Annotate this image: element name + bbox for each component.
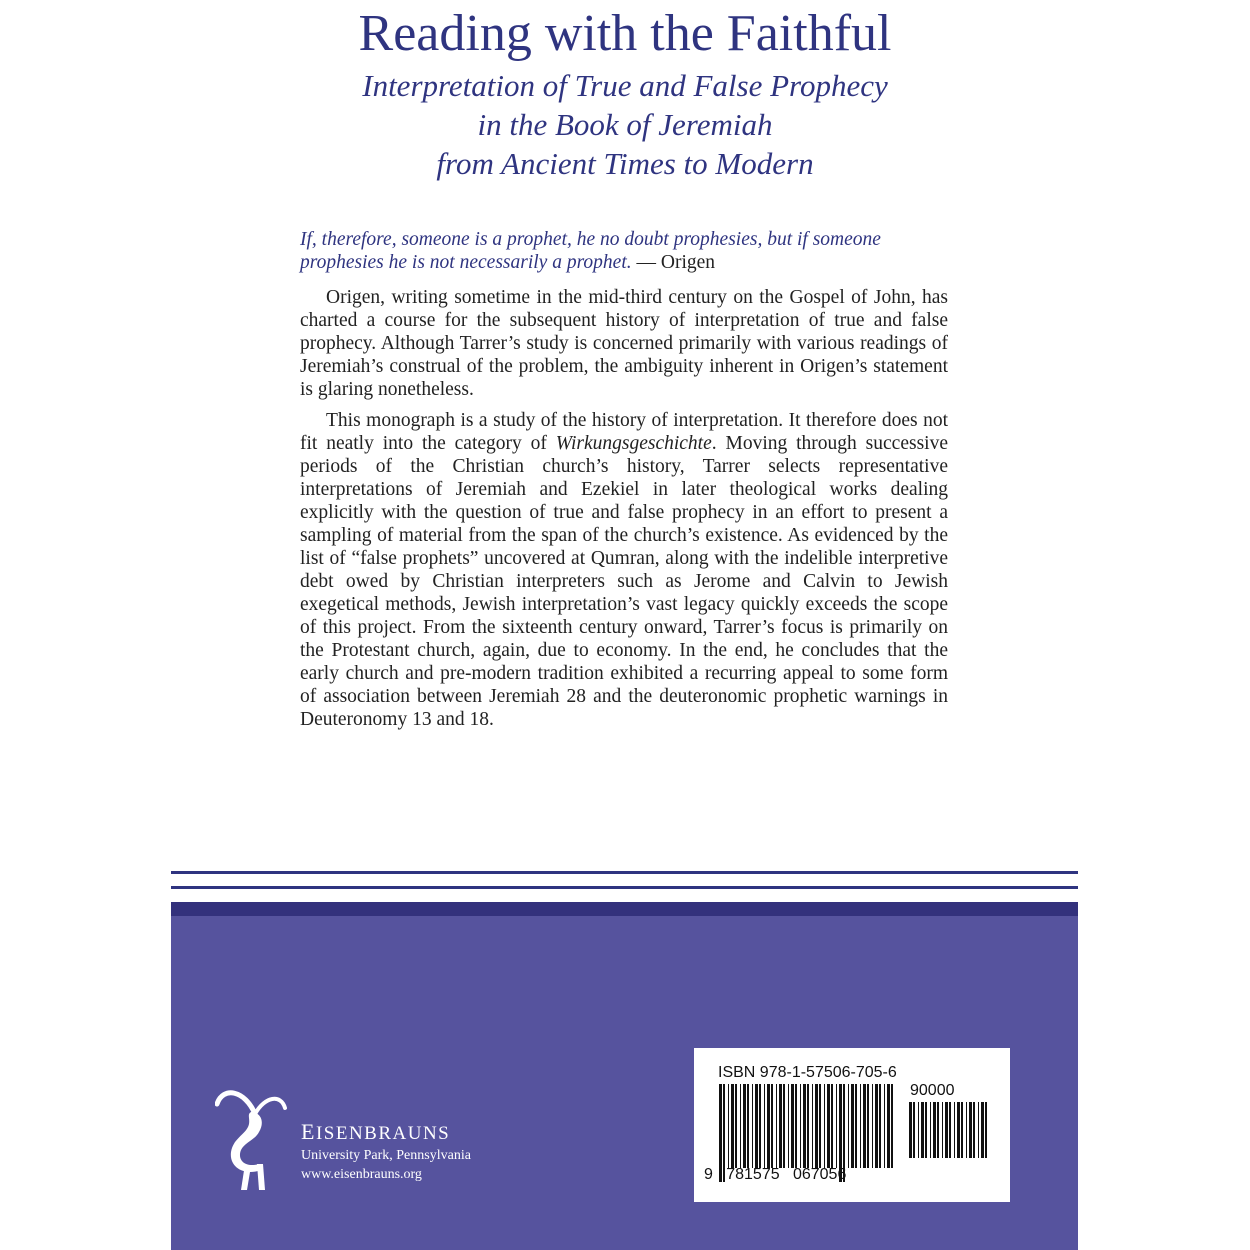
barcode-bar (788, 1084, 789, 1168)
publisher-location: University Park, Pennsylvania (301, 1148, 471, 1163)
barcode-bar (891, 1084, 893, 1168)
barcode-bar (872, 1084, 873, 1168)
barcode-bar (863, 1084, 866, 1168)
barcode-bar (961, 1102, 963, 1158)
barcode-bar (966, 1102, 967, 1158)
divider-rule-2 (171, 886, 1078, 889)
barcode-bar (831, 1084, 833, 1168)
barcode-bar (767, 1084, 770, 1168)
barcode-bar (740, 1084, 741, 1168)
barcode-bar (752, 1084, 753, 1168)
barcode-bar (884, 1084, 885, 1168)
barcode-bar (875, 1084, 878, 1168)
barcode-bar (855, 1084, 857, 1168)
barcode-bar (743, 1084, 746, 1168)
barcode-bar (824, 1084, 825, 1168)
barcode-bar (879, 1084, 881, 1168)
barcode-bar (867, 1084, 869, 1168)
barcode-bar (954, 1102, 955, 1158)
paragraph-2-italic-term: Wirkungsgeschichte (555, 433, 712, 454)
footer-band (171, 902, 1078, 1250)
barcode-bar (887, 1084, 890, 1168)
barcode-bar (812, 1084, 813, 1168)
barcode-bar (803, 1084, 806, 1168)
footer-top-strip (171, 902, 1078, 916)
epigraph-attribution: — Origen (636, 252, 716, 273)
barcode-bar (795, 1084, 797, 1168)
publisher-name (301, 1120, 471, 1146)
publisher-name-rest: ISENBRAUNS (315, 1123, 451, 1144)
book-title: Reading with the Faithful (358, 5, 892, 62)
subtitle-line-2: in the Book of Jeremiah (477, 107, 773, 142)
ibex-icon (215, 1084, 287, 1194)
barcode-bar (728, 1084, 729, 1168)
barcode-bar (969, 1102, 972, 1158)
barcode-bar (771, 1084, 773, 1168)
barcode-bar (791, 1084, 794, 1168)
barcode-bar (731, 1084, 734, 1168)
barcode-bar (776, 1084, 777, 1168)
barcode-bar (819, 1084, 821, 1168)
barcode-bar (827, 1084, 830, 1168)
barcode-bar (747, 1084, 749, 1168)
barcode-bar (957, 1102, 960, 1158)
paragraph-2-part-1: This monograph is a study of the history of interpretation. It therefore does not fit neatly into the category of (300, 410, 948, 454)
book-subtitle (0, 66, 1250, 183)
barcode-bar (937, 1102, 939, 1158)
barcode-bar (815, 1084, 818, 1168)
barcode-bar (949, 1102, 951, 1158)
barcode-addon (908, 1102, 992, 1172)
barcode-bar (918, 1102, 919, 1158)
barcode-bar (807, 1084, 809, 1168)
barcode-bar (925, 1102, 927, 1158)
barcode-bar (860, 1084, 861, 1168)
blurb (300, 228, 948, 739)
subtitle-line-3: from Ancient Times to Modern (436, 146, 814, 181)
barcode-bar (981, 1102, 984, 1158)
barcode-bar (800, 1084, 801, 1168)
barcode-bar (779, 1084, 782, 1168)
subtitle-line-1: Interpretation of True and False Prophecy (362, 68, 888, 103)
barcode-bar (848, 1084, 849, 1168)
barcode-bar (735, 1084, 737, 1168)
barcode-bar (909, 1102, 912, 1158)
barcode-bar (930, 1102, 931, 1158)
barcode-bar (985, 1102, 987, 1158)
paragraph-2-part-2: . Moving through successive periods of the Christian church’s history, Tarrer selects representative interpretations of Jeremiah and Ezekiel in later theological works dealing explicitly with the question of true and false prophecy in an effort to present a sampling of material from the span of the church’s existence. As evidenced by the list of “false prophets” uncovered at Qumran, along with the indelible interpretive debt owed by Christian interpreters such as Jerome and Calvin to Jewish exegetical methods, Jewish interpretation’s vast legacy quickly exceeds the scope of this project. From the sixteenth century onward, Tarrer’s focus is primarily on the Protestant church, again, due to economy. In the end, he concludes that the early church and pre-modern tradition exhibited a recurring appeal to some form of association between Jeremiah 28 and the deuteronomic prophetic warnings in Deuteronomy 13 and 18. (300, 433, 948, 730)
epigraph (300, 228, 948, 274)
barcode-panel (694, 1048, 1010, 1202)
barcode-bar (978, 1102, 979, 1158)
barcode-bar (783, 1084, 785, 1168)
epigraph-quote: If, therefore, someone is a prophet, he no doubt prophesies, but if someone prophesies he is not necessarily a prophet. (300, 229, 881, 273)
divider-rule-1 (171, 871, 1078, 874)
barcode-digits: 9 781575 067056 (704, 1166, 847, 1183)
paragraph-2 (300, 409, 948, 731)
barcode-bar (759, 1084, 761, 1168)
publisher-name-initial: E (301, 1119, 316, 1144)
barcode-bar (945, 1102, 948, 1158)
price-addon-label: 90000 (910, 1082, 955, 1099)
barcode-bar (973, 1102, 975, 1158)
publisher-block (301, 1120, 471, 1184)
barcode-bar (933, 1102, 936, 1158)
paragraph-1: Origen, writing sometime in the mid-third century on the Gospel of John, has charted a course for the subsequent history of interpretation of true and false prophecy. Although Tarrer’s study is concerned primarily with various readings of Jeremiah’s construal of the problem, the ambiguity inherent in Origen’s statement is glaring nonetheless. (300, 287, 948, 400)
barcode-bar (913, 1102, 915, 1158)
barcode-bar (942, 1102, 943, 1158)
publisher-website: www.eisenbrauns.org (301, 1167, 422, 1182)
barcode-bar (764, 1084, 765, 1168)
barcode-bar (836, 1084, 837, 1168)
barcode-bar (921, 1102, 924, 1158)
barcode-bar (755, 1084, 758, 1168)
barcode-bar (851, 1084, 854, 1168)
isbn-label: ISBN 978-1-57506-705-6 (718, 1064, 897, 1081)
